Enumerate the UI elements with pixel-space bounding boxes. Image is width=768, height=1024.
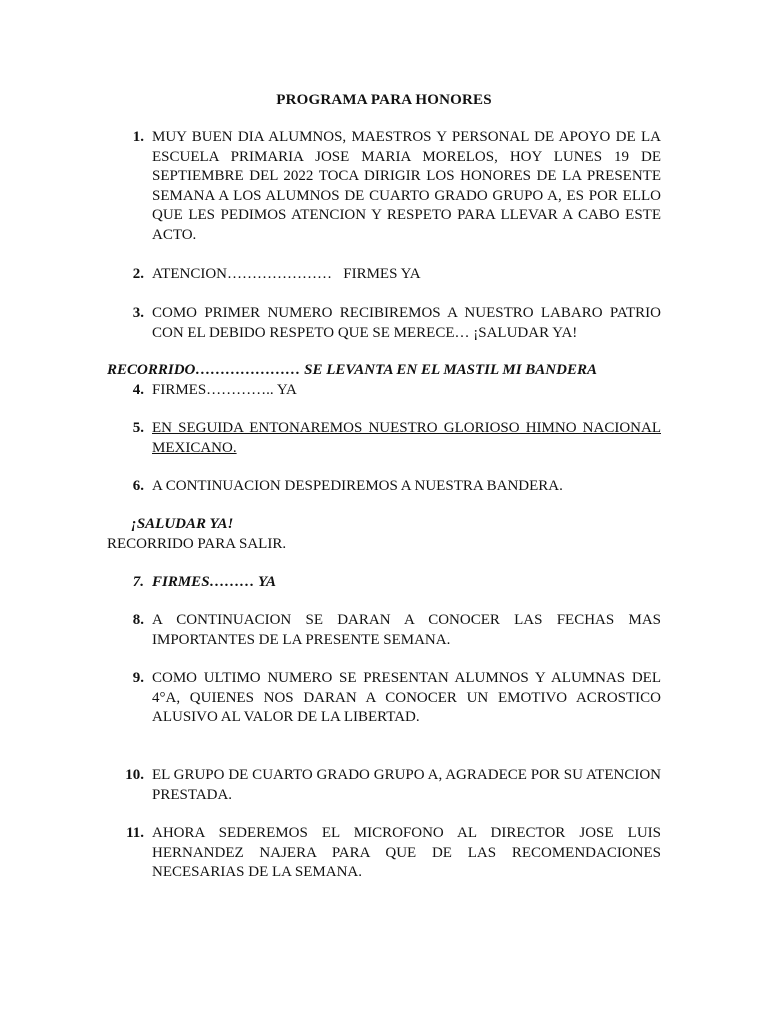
list-item-10	[108, 766, 661, 805]
item-number: 6.	[132, 478, 144, 494]
list-item-2	[108, 265, 661, 285]
item-number: 2.	[132, 266, 144, 282]
item-text: EN SEGUIDA ENTONAREMOS NUESTRO GLORIOSO HIMNO NACIONAL MEXICANO.	[152, 420, 661, 456]
recorrido-line: RECORRIDO………………… SE LEVANTA EN EL MASTIL MI BANDERA	[107, 362, 597, 378]
item-text: COMO ULTIMO NUMERO SE PRESENTAN ALUMNOS Y ALUMNAS DEL 4°A, QUIENES NOS DARAN A CONOCER UN EMOTIVO ACROSTICO ALUSIVO AL VALOR DE LA LIBERTAD.	[152, 670, 661, 725]
list-item-3	[108, 304, 661, 343]
item-text: FIRMES……… YA	[152, 574, 277, 590]
item-number: 1.	[132, 129, 144, 145]
item-text: FIRMES………….. YA	[152, 382, 297, 398]
item-text: ATENCION………………… FIRMES YA	[152, 266, 421, 282]
item-number: 5.	[132, 420, 144, 436]
item-text: MUY BUEN DIA ALUMNOS, MAESTROS Y PERSONAL DE APOYO DE LA ESCUELA PRIMARIA JOSE MARIA MORELOS, HOY LUNES 19 DE SEPTIEMBRE DEL 2022 TOCA DIRIGIR LOS HONORES DE LA PRESENTE SEMANA A LOS ALUMNOS DE CUARTO GRADO GRUPO A, ES POR ELLO QUE LES PEDIMOS ATENCION Y RESPETO PARA LLEVAR A CABO ESTE ACTO.	[152, 129, 661, 243]
item-number: 9.	[132, 670, 144, 686]
item-text: EL GRUPO DE CUARTO GRADO GRUPO A, AGRADECE POR SU ATENCION PRESTADA.	[152, 767, 661, 803]
item-text: A CONTINUACION SE DARAN A CONOCER LAS FECHAS MAS IMPORTANTES DE LA PRESENTE SEMANA.	[152, 612, 661, 648]
item-text: A CONTINUACION DESPEDIREMOS A NUESTRA BANDERA.	[152, 478, 563, 494]
list-item-7	[108, 573, 661, 593]
list-item-5	[108, 419, 661, 458]
list-item-8	[108, 611, 661, 650]
list-item-11	[108, 824, 661, 883]
list-item-1	[108, 128, 661, 245]
item-text: AHORA SEDEREMOS EL MICROFONO AL DIRECTOR JOSE LUIS HERNANDEZ NAJERA PARA QUE DE LAS RECOMENDACIONES NECESARIAS DE LA SEMANA.	[152, 825, 661, 880]
list-item-9	[108, 669, 661, 728]
item-number: 7.	[132, 574, 144, 590]
item-number: 10.	[125, 767, 144, 783]
item-number: 11.	[126, 825, 144, 841]
item-text: COMO PRIMER NUMERO RECIBIREMOS A NUESTRO LABARO PATRIO CON EL DEBIDO RESPETO QUE SE MERECE… ¡SALUDAR YA!	[152, 305, 661, 341]
list-item-6	[108, 477, 661, 497]
saludar-line: ¡SALUDAR YA!	[131, 516, 234, 532]
item-number: 4.	[132, 382, 144, 398]
page-title: PROGRAMA PARA HONORES	[276, 92, 492, 108]
item-number: 3.	[132, 305, 144, 321]
item-number: 8.	[132, 612, 144, 628]
recorrido-salir-line: RECORRIDO PARA SALIR.	[107, 536, 287, 552]
list-item-4	[108, 381, 661, 401]
